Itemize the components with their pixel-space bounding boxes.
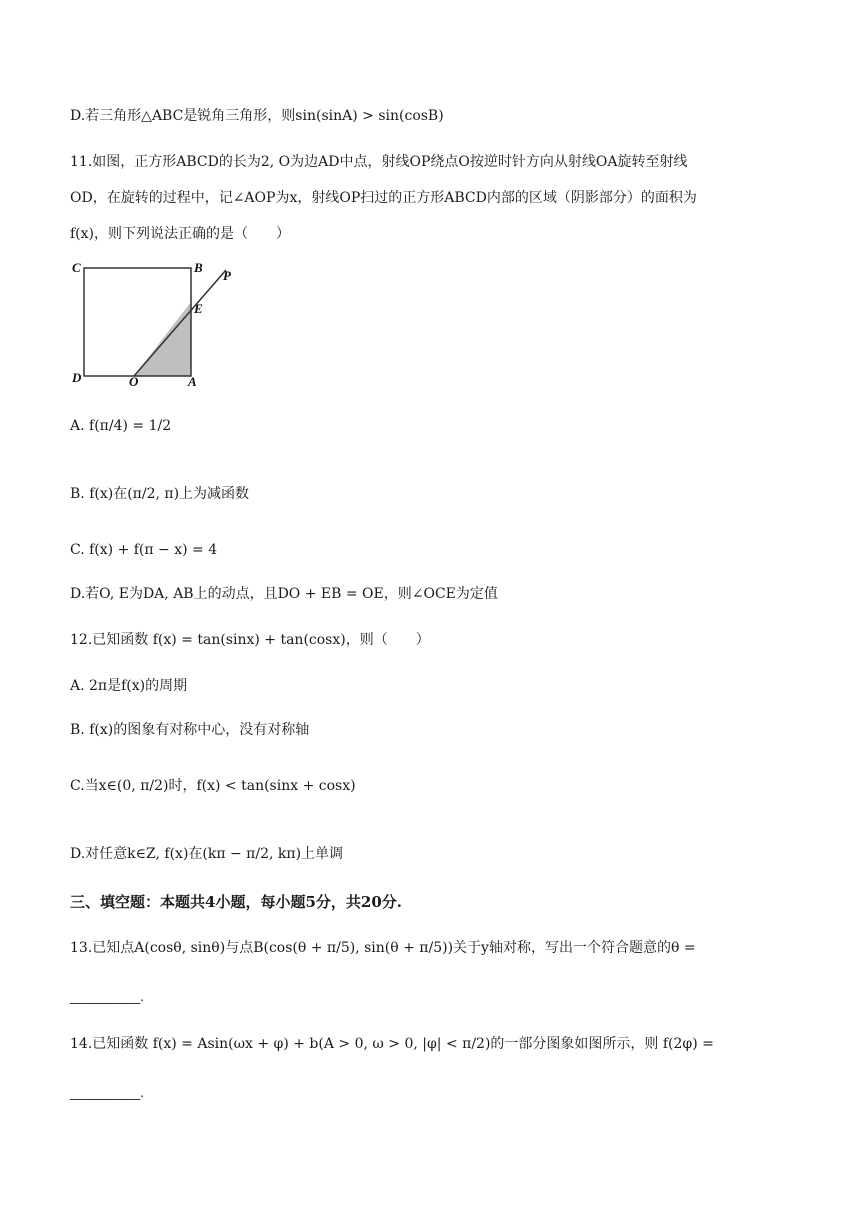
q13-blank: _________. — [70, 988, 144, 1004]
label-o: O — [129, 374, 139, 389]
label-p: P — [223, 268, 231, 283]
q13-stem: 13.已知点A(cosθ, sinθ)与点B(cos(θ + π/5), sin(θ + π/5))关于y轴对称，写出一个符合题意的θ = — [70, 940, 696, 956]
label-b: B — [194, 260, 203, 275]
q11-stem-line2: OD，在旋转的过程中，记∠AOP为x，射线OP扫过的正方形ABCD内部的区域（阴影部分）的面积为 — [70, 190, 697, 206]
q11-option-b: B. f(x)在(π/2, π)上为减函数 — [70, 486, 250, 502]
q14-stem: 14.已知函数 f(x) = Asin(ωx + φ) + b(A > 0, ω > 0, |φ| < π/2)的一部分图象如图所示，则 f(2φ) = — [70, 1036, 714, 1052]
q11-option-c: C. f(x) + f(π − x) = 4 — [70, 542, 218, 558]
shaded-region — [134, 302, 191, 376]
q11-option-d: D.若O, E为DA, AB上的动点，且DO + EB = OE，则∠OCE为定值 — [70, 586, 498, 602]
label-e: E — [194, 301, 203, 316]
section-title: 三、填空题：本题共4小题，每小题5分，共20分. — [70, 893, 402, 911]
label-a: A — [188, 374, 197, 389]
q12-option-a: A. 2π是f(x)的周期 — [70, 678, 188, 694]
label-c: C — [72, 260, 81, 275]
q11-stem-line1: 11.如图，正方形ABCD的长为2, O为边AD中点，射线OP绕点O按逆时针方向从射线OA旋转至射线 — [70, 154, 688, 170]
q11-option-a: A. f(π/4) = 1/2 — [70, 418, 172, 434]
q11-stem-line3: f(x)，则下列说法正确的是（ ） — [70, 226, 291, 242]
q11-square-figure — [66, 256, 306, 396]
label-d: D — [72, 370, 82, 385]
q12-option-d: D.对任意k∈Z, f(x)在(kπ − π/2, kπ)上单调 — [70, 846, 344, 862]
q14-blank: _________. — [70, 1084, 144, 1100]
q12-stem: 12.已知函数 f(x) = tan(sinx) + tan(cosx)，则（ ） — [70, 632, 430, 648]
q10-option-d: D.若三角形△ABC是锐角三角形，则sin(sinA) > sin(cosB) — [70, 108, 444, 124]
q12-option-c: C.当x∈(0, π/2)时，f(x) < tan(sinx + cosx) — [70, 778, 356, 794]
q12-option-b: B. f(x)的图象有对称中心，没有对称轴 — [70, 722, 310, 738]
